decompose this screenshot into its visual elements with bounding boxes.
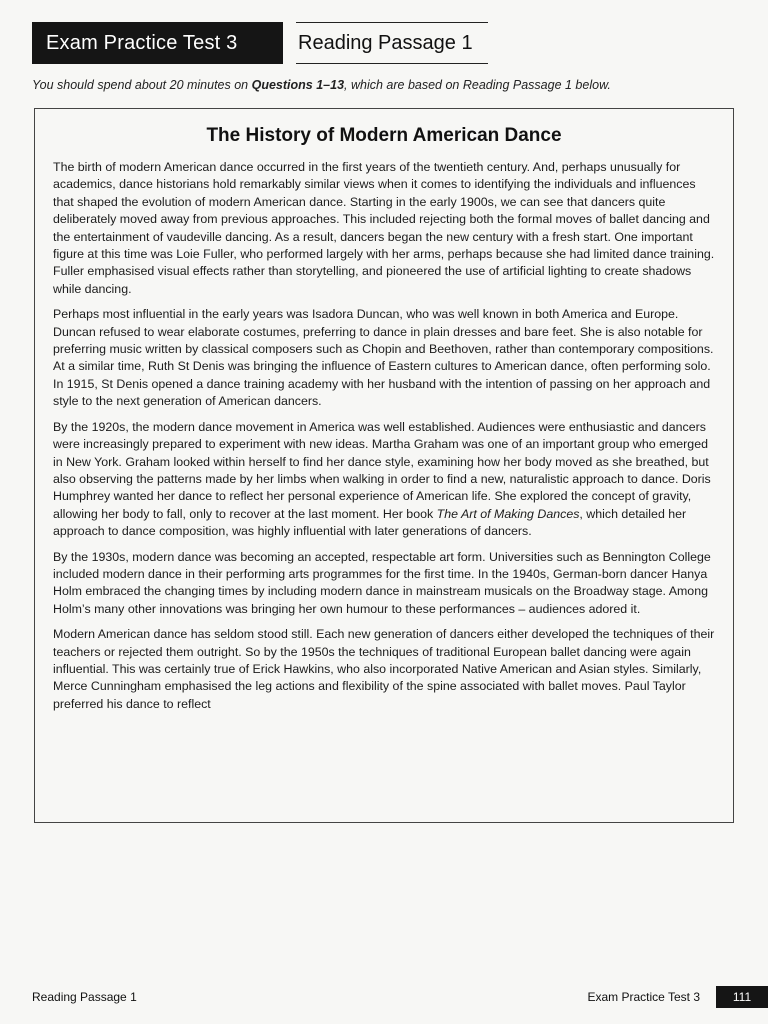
instruction-text (32, 78, 732, 92)
passage-title: The History of Modern American Dance (206, 125, 562, 146)
instruction-before: You should spend about 20 minutes on (32, 78, 252, 92)
book-title: The Art of Making Dances (436, 506, 580, 521)
passage-paragraph-5: Modern American dance has seldom stood still. Each new generation of dancers either developed the techniques of their teachers or rejected them outright. So by the 1950s the techniques of traditional European ballet dancing were again influential. This was certainly true of Erick Hawkins, who also incorporated Native American and Asian styles. Similarly, Merce Cunningham emphasised the leg actions and flexibility of the spine associated with ballet moves. Paul Taylor preferred his dance to reflect (53, 627, 715, 711)
page-number: 111 (716, 986, 768, 1008)
instruction-after: , which are based on Reading Passage 1 below. (344, 78, 611, 92)
paragraph-3-text-before: By the 1920s, the modern dance movement in America was well established. Audiences were enthusiastic and dancers were increasingly prepared to experiment with new ideas. Martha Graham was one of an important group who emerged in New York. Graham looked within herself to find her dance style, examining how her body moved as she breathed, but also observing the patterns made by her limbs when walking in order to find a new, naturalistic approach to dance. Doris Humphrey wanted her dance to reflect her personal experience of American life. She explored the concept of gravity, allowing her body to fall, only to recover at the last moment. Her book (53, 419, 711, 521)
passage-paragraph-1: The birth of modern American dance occurred in the first years of the twentieth century. And, perhaps unusually for academics, dance historians hold remarkably similar views when it comes to identifying the individuals and influences that shaped the evolution of modern American dance. Starting in the early 1900s, we can see that dancers quite deliberately moved away from previous approaches. This included rejecting both the formal moves of ballet dancing and the entertainment of vaudeville dancing. As a result, dancers began the new century with a fresh start. One important figure at this time was Loie Fuller, who performed largely with her arms, perhaps because she had limited dance training. Fuller emphasised visual effects rather than storytelling, and pioneered the use of artificial lighting to create shadows while dancing. (53, 160, 715, 296)
passage-paragraph-2: Perhaps most influential in the early years was Isadora Duncan, who was well known in both America and Europe. Duncan refused to wear elaborate costumes, preferring to dance in plain dresses and bare feet. She is also notable for preferring music written by classical composers such as Chopin and Beethoven, rather than contemporary compositions. At a similar time, Ruth St Denis was bringing the influence of Eastern cultures to American dance, often performing solo. In 1915, St Denis opened a dance training academy with her husband with the intention of passing on her approach and style to the next generation of American dancers. (53, 307, 714, 409)
passage-paragraph-3 (53, 419, 715, 541)
passage-paragraph-4: By the 1930s, modern dance was becoming an accepted, respectable art form. Universities such as Bennington College included modern dance in their performing arts programmes for the first time. In the 1940s, German-born dancer Hanya Holm embraced the changing times by including modern dance in mainstream musicals on the Broadway stage. Among Holm’s many other innovations was bringing her own humour to these performances – audiences adored it. (53, 549, 711, 616)
paragraph-3-text-after: , which detailed her approach to dance composition, was highly influential with later generations of dancers. (53, 506, 687, 539)
footer-section-label: Reading Passage 1 (32, 990, 137, 1004)
section-title: Reading Passage 1 (296, 22, 488, 64)
test-title-badge: Exam Practice Test 3 (32, 22, 283, 64)
passage-box (34, 108, 734, 823)
footer-test-label: Exam Practice Test 3 (587, 990, 700, 1004)
instruction-questions: Questions 1–13 (251, 78, 345, 92)
